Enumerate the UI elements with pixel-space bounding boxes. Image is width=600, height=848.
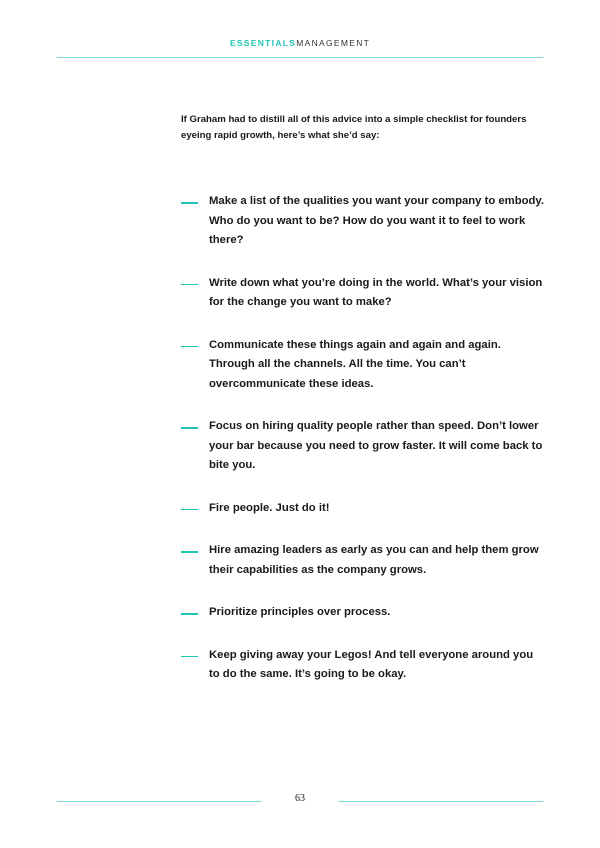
intro-paragraph: If Graham had to distill all of this advice into a simple checklist for founders eyeing rapid growth, here’s what she’d say: [181,114,527,141]
dash-icon [181,613,198,615]
checklist-item-text: Make a list of the qualities you want your company to embody. Who do you want to be? How do you want it to feel to work there? [209,195,544,246]
checklist-item [181,541,546,580]
header-section-rest: MANAGEMENT [296,38,371,48]
dash-icon [181,202,198,204]
checklist-item [181,336,546,395]
dash-icon [181,551,198,553]
checklist-item-text: Focus on hiring quality people rather than speed. Don’t lower your bar because you need to grow faster. It will come back to bite you. [209,420,543,471]
checklist-item [181,274,546,313]
dash-icon [181,509,198,511]
checklist-item [181,192,546,251]
dash-icon [181,427,198,429]
dash-icon [181,284,198,286]
page-number: 63 [295,793,305,804]
checklist-item-text: Communicate these things again and again and again. Through all the channels. All the time. You can’t overcommunicate these ideas. [209,338,501,390]
checklist-item [181,499,546,519]
founder-checklist [181,192,546,708]
checklist-item-text: Hire amazing leaders as early as you can and help them grow their capabilities as the company grows. [209,544,539,576]
footer-divider-right [338,801,543,802]
checklist-item-text: Keep giving away your Legos! And tell everyone around you to do the same. It’s going to be okay. [209,648,534,680]
checklist-item [181,603,546,623]
checklist-item [181,417,546,476]
footer-divider-left [57,801,262,802]
running-header [0,38,600,48]
dash-icon [181,656,198,658]
checklist-item-text: Fire people. Just do it! [209,501,330,514]
checklist-item [181,646,546,685]
header-section-accent: ESSENTIALS [229,38,297,48]
dash-icon [181,346,198,348]
checklist-item-text: Write down what you’re doing in the world. What’s your vision for the change you want to make? [209,276,543,308]
checklist-item-text: Prioritize principles over process. [209,606,391,618]
header-divider [57,57,543,58]
